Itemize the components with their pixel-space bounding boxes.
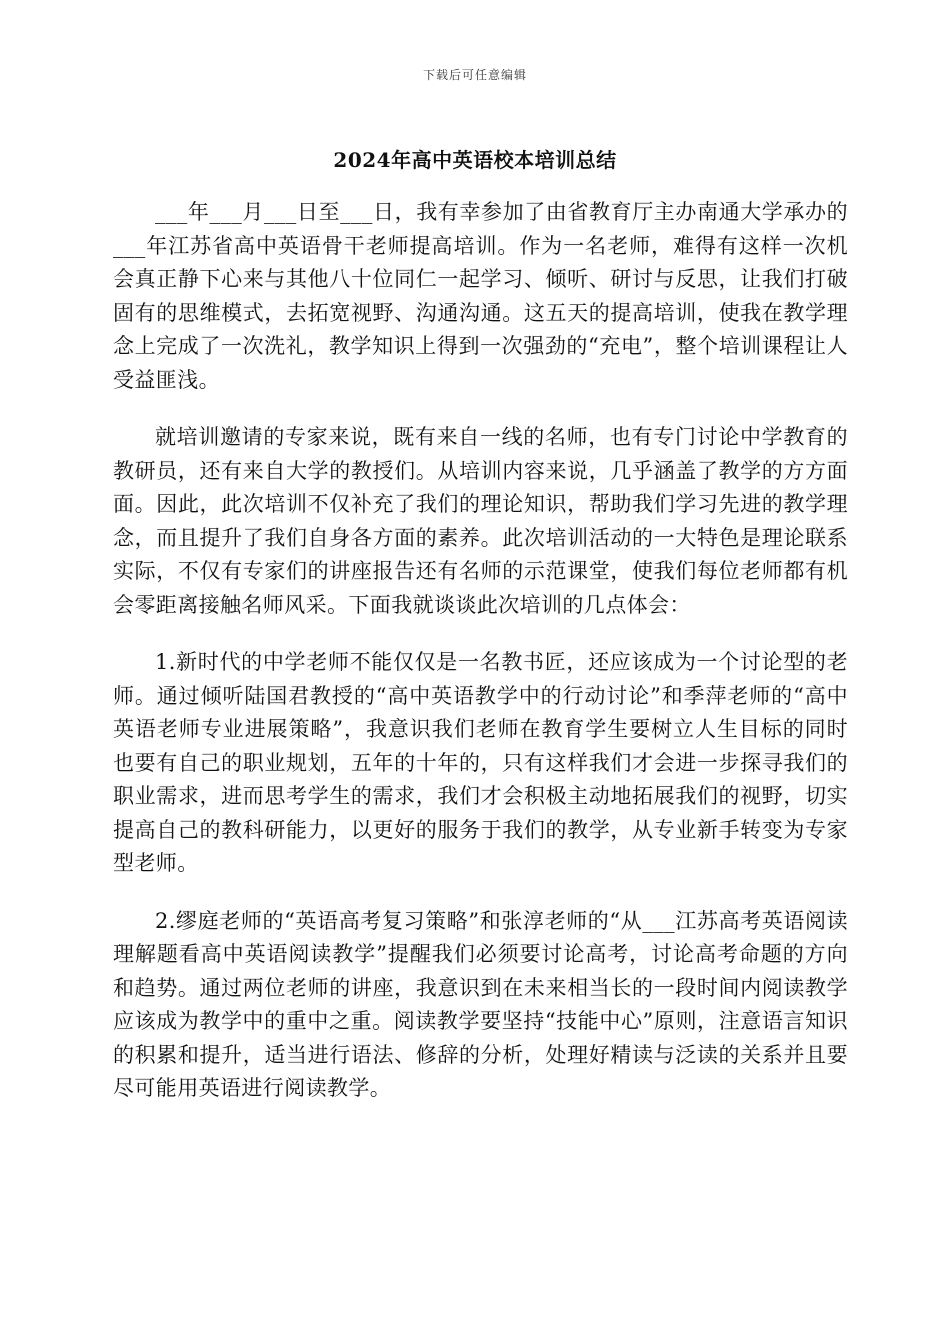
document-title: 2024年高中英语校本培训总结 bbox=[333, 148, 617, 172]
header-note: 下载后可任意编辑 bbox=[422, 68, 527, 82]
paragraph-point-1: 1.新时代的中学老师不能仅仅是一名教书匠，还应该成为一个讨论型的老师。通过倾听陆国君教授的“高中英语教学中的行动讨论”和季萍老师的“高中英语老师专业进展策略”，我意识我们老师在教育学生要树立人生目标的同时也要有自己的职业规划，五年的十年的，只有这样我们才会进一步探寻我们的职业需求，进而思考学生的需求，我们才会积极主动地拓展我们的视野，切实提高自己的教科研能力，以更好的服务于我们的教学，从专业新手转变为专家型老师。 bbox=[113, 650, 848, 875]
paragraph-point-2: 2.缪庭老师的“英语高考复习策略”和张淳老师的“从___江苏高考英语阅读理解题看高中英语阅读教学”提醒我们必须要讨论高考，讨论高考命题的方向和趋势。通过两位老师的讲座，我意识到在未来相当长的一段时间内阅读教学应该成为教学中的重中之重。阅读教学要坚持“技能中心”原则，注意语言知识的积累和提升，适当进行语法、修辞的分析，处理好精读与泛读的关系并且要尽可能用英语进行阅读教学。 bbox=[113, 908, 848, 1100]
paragraph-intro: ___年___月___日至___日，我有幸参加了由省教育厅主办南通大学承办的___年江苏省高中英语骨干老师提高培训。作为一名老师，难得有这样一次机会真正静下心来与其他八十位同仁一起学习、倾听、研讨与反思，让我们打破固有的思维模式，去拓宽视野、沟通沟通。这五天的提高培训，使我在教学理念上完成了一次洗礼，教学知识上得到一次强劲的“充电”，整个培训课程让人受益匪浅。 bbox=[113, 200, 848, 392]
paragraph-experts: 就培训邀请的专家来说，既有来自一线的名师，也有专门讨论中学教育的教研员，还有来自大学的教授们。从培训内容来说，几乎涵盖了教学的方方面面。因此，此次培训不仅补充了我们的理论知识，帮助我们学习先进的教学理念，而且提升了我们自身各方面的素养。此次培训活动的一大特色是理论联系实际，不仅有专家们的讲座报告还有名师的示范课堂，使我们每位老师都有机会零距离接触名师风采。下面我就谈谈此次培训的几点体会： bbox=[113, 425, 848, 617]
document-body bbox=[113, 196, 848, 1130]
